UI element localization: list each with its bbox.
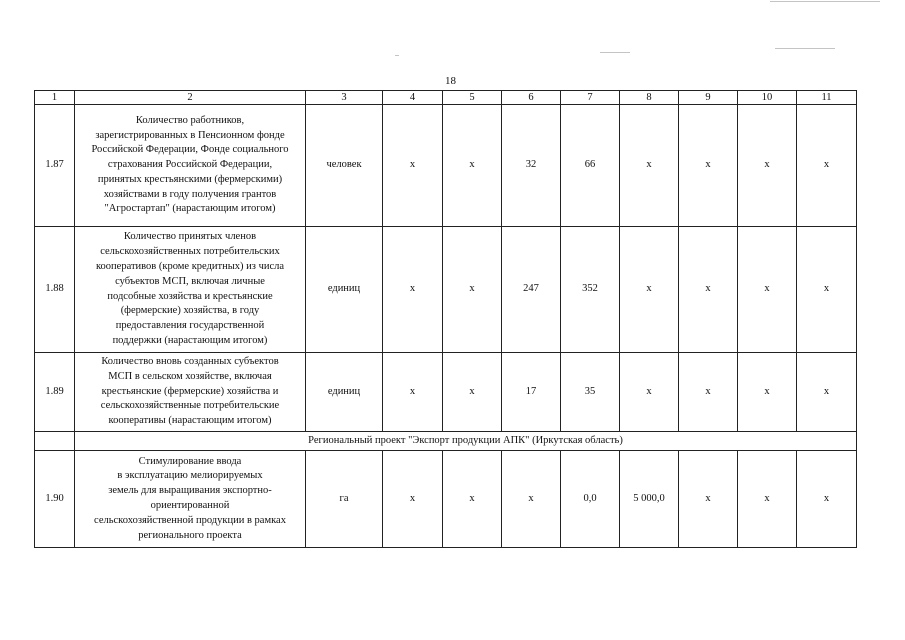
header-cell: 2 [75, 91, 306, 105]
value-cell: 17 [502, 353, 561, 432]
description-line: Российской Федерации, Фонде социального [91, 144, 289, 156]
header-cell: 10 [738, 91, 797, 105]
value-cell: 352 [561, 227, 620, 353]
scan-speck [600, 52, 630, 53]
value-cell: х [502, 451, 561, 548]
value-cell: х [443, 105, 502, 227]
description-line: регионального проекта [138, 529, 242, 541]
value-cell: х [797, 353, 857, 432]
value-cell: х [443, 353, 502, 432]
header-cell: 3 [306, 91, 383, 105]
value-cell: х [443, 451, 502, 548]
description-line: Количество вновь созданных субъектов [101, 356, 279, 367]
value-cell: 247 [502, 227, 561, 353]
description-line: Количество работников, [135, 114, 245, 126]
description-line: (фермерские) хозяйства, в году [120, 305, 260, 317]
description-line: земель для выращивания экспортно- [108, 485, 272, 497]
row-number: 1.89 [35, 353, 75, 432]
row-description [75, 227, 306, 353]
value-cell: 32 [502, 105, 561, 227]
table-row [35, 227, 857, 353]
value-cell: 35 [561, 353, 620, 432]
value-cell: х [738, 451, 797, 548]
value-cell: х [383, 105, 443, 227]
section-title: Региональный проект "Экспорт продукции АПК" (Иркутская область) [75, 432, 857, 451]
table-row [35, 105, 857, 227]
header-cell: 8 [620, 91, 679, 105]
value-cell: х [797, 105, 857, 227]
description-line: ориентированной [150, 500, 230, 511]
description-line: предоставления государственной [115, 320, 265, 332]
value-cell: х [738, 353, 797, 432]
unit-cell: единиц [306, 227, 383, 353]
scan-speck [775, 48, 835, 49]
value-cell: х [383, 451, 443, 548]
description-line: Количество принятых членов [123, 231, 257, 243]
value-cell: х [797, 451, 857, 548]
description-line: подсобные хозяйства и крестьянские [107, 290, 273, 302]
description-line: сельскохозяйственных потребительских [100, 246, 280, 258]
value-cell: х [738, 105, 797, 227]
value-cell: 0,0 [561, 451, 620, 548]
description-line: сельскохозяйственные потребительские [100, 400, 280, 412]
value-cell: х [679, 353, 738, 432]
unit-cell: га [306, 451, 383, 548]
row-description [75, 451, 306, 548]
value-cell: х [383, 227, 443, 353]
header-row [35, 91, 857, 105]
header-cell: 4 [383, 91, 443, 105]
header-cell: 6 [502, 91, 561, 105]
table-row [35, 353, 857, 432]
value-cell: х [738, 227, 797, 353]
row-number: 1.87 [35, 105, 75, 227]
value-cell: х [620, 227, 679, 353]
header-cell: 7 [561, 91, 620, 105]
description-line: Стимулирование ввода [138, 455, 242, 467]
value-cell: х [620, 353, 679, 432]
header-cell: 5 [443, 91, 502, 105]
value-cell: 66 [561, 105, 620, 227]
description-line: субъектов МСП, включая личные [115, 275, 265, 287]
value-cell: х [797, 227, 857, 353]
description-line: кооперативы (нарастающим итогом) [108, 415, 272, 427]
value-cell: х [679, 227, 738, 353]
description-line: МСП в сельском хозяйстве, включая [108, 370, 272, 382]
value-cell: 5 000,0 [620, 451, 679, 548]
table-row [35, 451, 857, 548]
row-number: 1.90 [35, 451, 75, 548]
scan-speck [395, 55, 399, 56]
unit-cell: единиц [306, 353, 383, 432]
row-description [75, 105, 306, 227]
section-number-cell [35, 432, 75, 451]
header-cell: 1 [35, 91, 75, 105]
page-number: 18 [445, 75, 456, 87]
value-cell: х [679, 451, 738, 548]
row-description [75, 353, 306, 432]
description-line: крестьянские (фермерские) хозяйства и [101, 385, 279, 397]
description-line: сельскохозяйственной продукции в рамках [94, 514, 286, 526]
scan-speck [770, 1, 880, 2]
description-line: страхования Российской Федерации, [107, 159, 273, 171]
description-line: в эксплуатацию мелиорируемых [117, 470, 263, 482]
description-line: хозяйствами в году получения грантов [103, 188, 277, 200]
indicators-table [34, 90, 857, 548]
value-cell: х [620, 105, 679, 227]
section-row [35, 432, 857, 451]
value-cell: х [383, 353, 443, 432]
description-line: поддержки (нарастающим итогом) [112, 334, 268, 346]
value-cell: х [679, 105, 738, 227]
value-cell: х [443, 227, 502, 353]
header-cell: 11 [797, 91, 857, 105]
description-line: кооперативов (кроме кредитных) из числа [95, 260, 285, 272]
description-line: зарегистрированных в Пенсионном фонде [95, 129, 285, 141]
unit-cell: человек [306, 105, 383, 227]
row-number: 1.88 [35, 227, 75, 353]
description-line: принятых крестьянскими (фермерскими) [97, 173, 283, 185]
description-line: "Агростартап" (нарастающим итогом) [104, 203, 276, 215]
header-cell: 9 [679, 91, 738, 105]
